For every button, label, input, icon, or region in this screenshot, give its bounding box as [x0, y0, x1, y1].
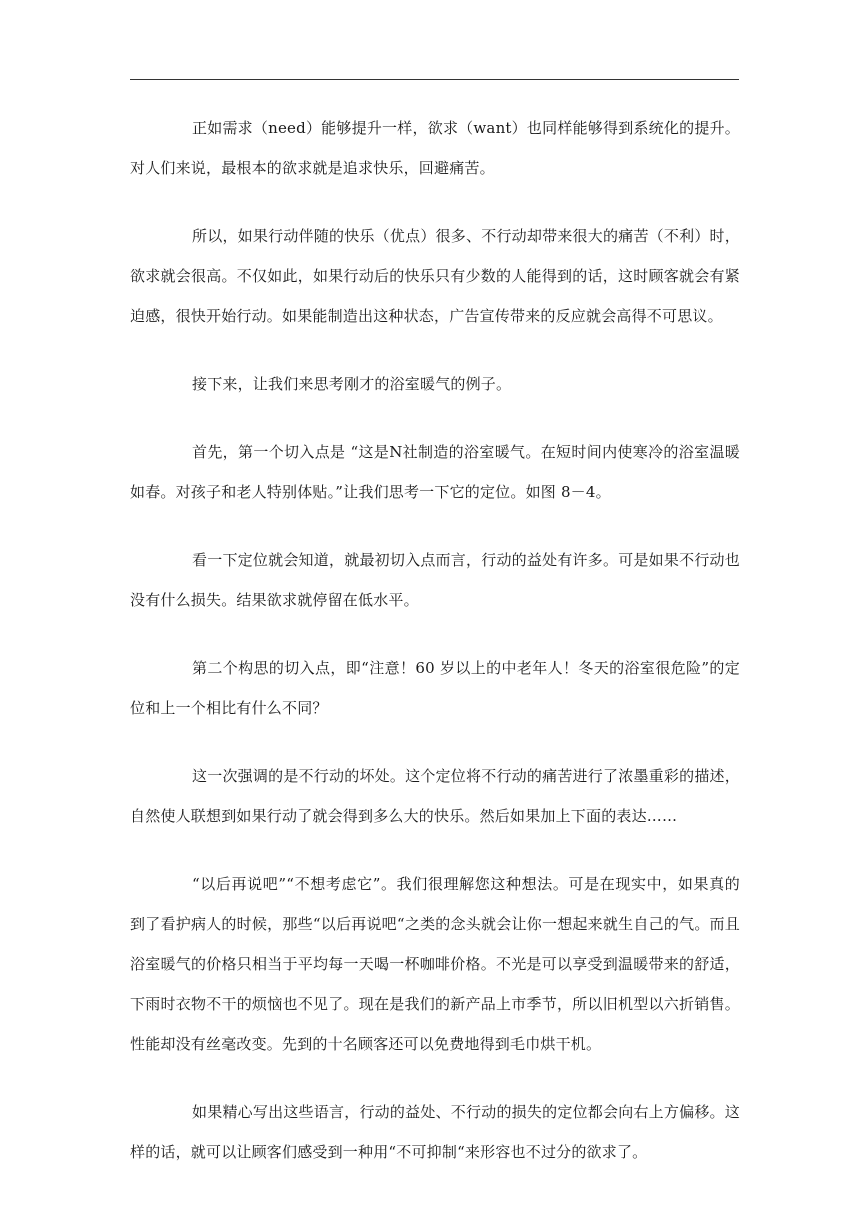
paragraph: “以后再说吧”“不想考虑它”。我们很理解您这种想法。可是在现实中，如果真的到了看护病人的时候，那些“以后再说吧“之类的念头就会让你一想起来就生自己的气。而且浴室暖气的价格只相当于平均每一天喝一杯咖啡价格。不光是可以享受到温暖带来的舒适，下雨时衣物不干的烦恼也不见了。现在是我们的新产品上市季节，所以旧机型以六折销售。性能却没有丝毫改变。先到的十名顾客还可以免费地得到毛巾烘干机。 — [130, 875, 740, 1053]
paragraph: 正如需求（need）能够提升一样，欲求（want）也同样能够得到系统化的提升。对人们来说，最根本的欲求就是追求快乐，回避痛苦。 — [130, 119, 740, 177]
paragraph: 接下来，让我们来思考刚才的浴室暖气的例子。 — [192, 375, 512, 393]
paragraph: 所以，如果行动伴随的快乐（优点）很多、不行动却带来很大的痛苦（不利）时，欲求就会很高。不仅如此，如果行动后的快乐只有少数的人能得到的话，这时顾客就会有紧迫感，很快开始行动。如果能制造出这种状态，广告宣传带来的反应就会高得不可思议。 — [130, 227, 740, 325]
paragraph: 如果精心写出这些语言，行动的益处、不行动的损失的定位都会向右上方偏移。这样的话，就可以让顾客们感受到一种用“不可抑制“来形容也不过分的欲求了。 — [130, 1103, 740, 1161]
header-rule — [130, 79, 739, 80]
paragraph: 首先，第一个切入点是 “这是N社制造的浴室暖气。在短时间内使寒冷的浴室温暖如春。对孩子和老人特别体贴。”让我们思考一下它的定位。如图 8－4。 — [130, 443, 740, 501]
paragraph: 看一下定位就会知道，就最初切入点而言，行动的益处有许多。可是如果不行动也没有什么损失。结果欲求就停留在低水平。 — [130, 551, 740, 609]
document-body — [130, 108, 740, 1200]
paragraph: 第二个构思的切入点，即“注意！60 岁以上的中老年人！冬天的浴室很危险”的定位和上一个相比有什么不同？ — [130, 659, 740, 717]
paragraph: 这一次强调的是不行动的坏处。这个定位将不行动的痛苦进行了浓墨重彩的描述，自然使人联想到如果行动了就会得到多么大的快乐。然后如果加上下面的表达…… — [130, 767, 740, 825]
